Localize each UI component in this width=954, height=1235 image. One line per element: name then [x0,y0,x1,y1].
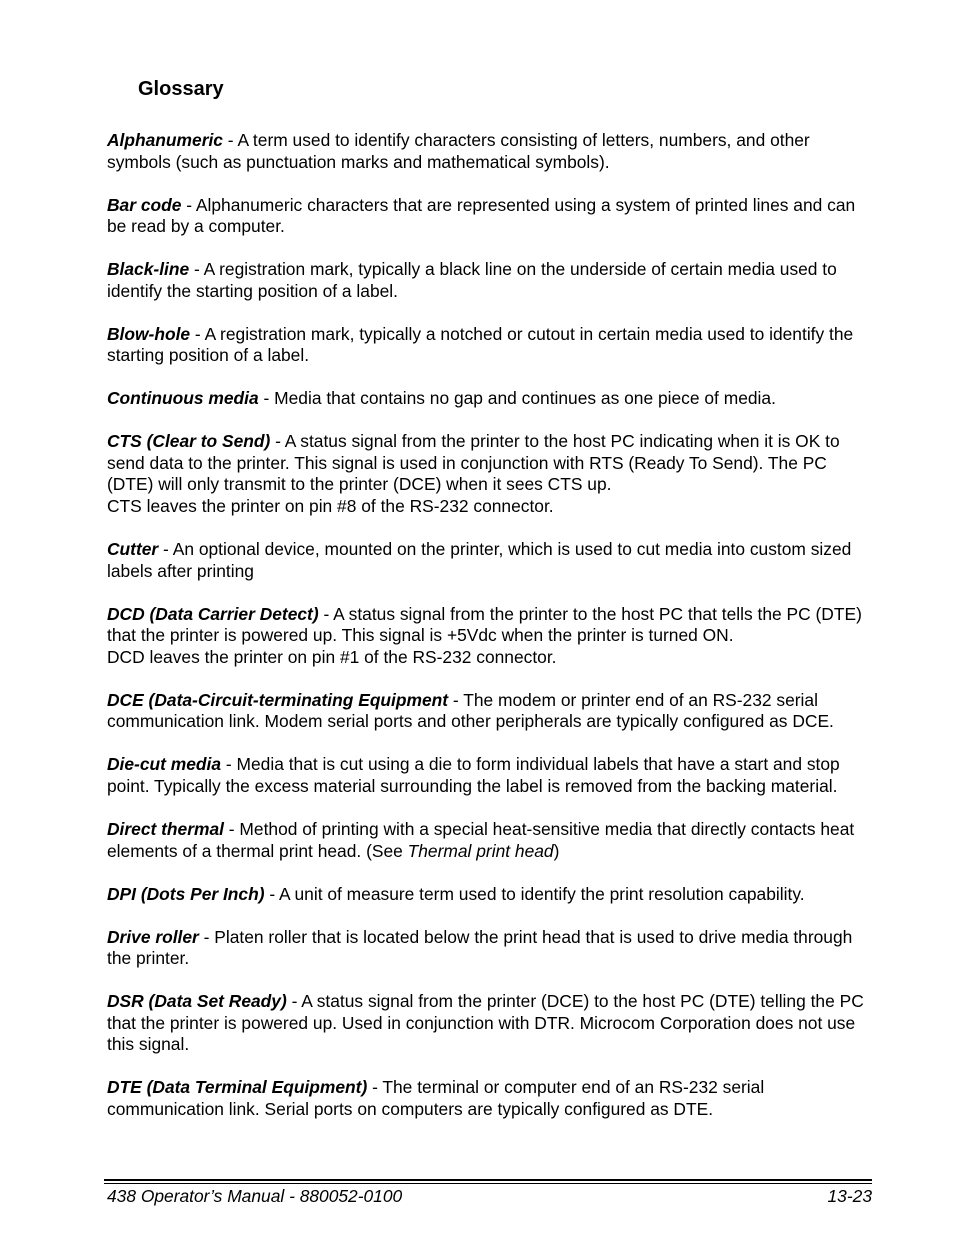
page-number: 13-23 [827,1186,872,1206]
glossary-entry [107,1077,877,1120]
glossary-definition: - Alphanumeric characters that are represented using a system of printed lines and can be read by a computer. [107,194,856,237]
glossary-definition-note: DCD leaves the printer on pin #1 of the RS-232 connector. [107,646,557,667]
glossary-entry [107,431,877,517]
glossary-term: DPI (Dots Per Inch) [107,883,265,904]
glossary-term: Alphanumeric [107,130,223,150]
glossary-definition: - A status signal from the printer to the host PC that tells the PC (DTE) that the printer is powered up. This signal is +5Vdc when the printer is turned ON. [107,603,862,646]
glossary-entry [107,884,877,906]
glossary-definition: - Media that is cut using a die to form individual labels that have a start and stop point. Typically the excess material surrounding the label is removed from the backing material. [107,754,840,796]
glossary-term: Direct thermal [107,818,224,839]
footer-manual-title: 438 Operator’s Manual - 880052-0100 [107,1186,403,1206]
footer-divider [104,1179,872,1181]
glossary-definition: - A registration mark, typically a black line on the underside of certain media used to identify the starting position of a label. [107,259,837,301]
glossary-term: Bar code [107,194,182,215]
glossary-entry [107,927,877,970]
glossary-term: Continuous media [107,388,259,409]
glossary-entry [107,324,877,367]
page-heading: Glossary [138,78,224,100]
glossary-list [107,130,877,1142]
footer-divider-thin [104,1183,872,1184]
glossary-definition: - A unit of measure term used to identify the print resolution capability. [264,883,805,904]
glossary-definition: - A registration mark, typically a notched or cutout in certain media used to identify the starting position of a label. [107,323,854,366]
glossary-definition: - A status signal from the printer (DCE) to the host PC (DTE) telling the PC that the printer is powered up. Used in conjunction with DTR. Microcom Corporation does not use this signal. [107,991,864,1055]
glossary-definition: - The terminal or computer end of an RS-232 serial communication link. Serial ports on computers are typically configured as DTE. [107,1077,765,1119]
glossary-entry [107,754,877,797]
glossary-definition: - A status signal from the printer to the host PC indicating when it is OK to send data to the printer. This signal is used in conjunction with RTS (Ready To Send). The PC (DTE) will only transmit to the printer (DCE) when it sees CTS up. [107,431,840,495]
glossary-definition-tail: ) [553,840,560,861]
glossary-term: CTS (Clear to Send) [107,431,271,452]
glossary-term: Black-line [107,259,190,280]
glossary-definition-note: CTS leaves the printer on pin #8 of the RS-232 connector. [107,496,554,517]
glossary-entry [107,690,877,733]
glossary-definition: - The modem or printer end of an RS-232 serial communication link. Modem serial ports and other peripherals are typically configured as DCE. [107,689,834,732]
glossary-entry [107,259,877,302]
glossary-definition: - A term used to identify characters consisting of letters, numbers, and other symbols (such as punctuation marks and mathematical symbols). [107,130,810,172]
glossary-term: Cutter [107,539,159,560]
glossary-entry [107,991,877,1056]
glossary-definition: - Media that contains no gap and continues as one piece of media. [258,388,776,409]
glossary-definition: - An optional device, mounted on the printer, which is used to cut media into custom sized labels after printing [107,539,852,581]
glossary-term: DTE (Data Terminal Equipment) [107,1077,368,1098]
glossary-term: Blow-hole [107,323,191,344]
glossary-definition: - Platen roller that is located below the print head that is used to drive media through the printer. [107,926,853,969]
glossary-term: DSR (Data Set Ready) [107,991,287,1012]
glossary-cross-reference: Thermal print head [407,840,554,861]
glossary-term: DCD (Data Carrier Detect) [107,603,319,624]
glossary-term: DCE (Data-Circuit-terminating Equipment [107,689,449,710]
glossary-term: Die-cut media [107,754,222,775]
glossary-definition: - Method of printing with a special heat-sensitive media that directly contacts heat elements of a thermal print head. (See [107,818,855,861]
glossary-entry [107,539,877,582]
glossary-entry [107,388,877,410]
glossary-entry [107,604,877,669]
glossary-entry [107,819,877,862]
glossary-entry [107,195,877,238]
glossary-term: Drive roller [107,926,199,947]
glossary-entry [107,130,877,173]
